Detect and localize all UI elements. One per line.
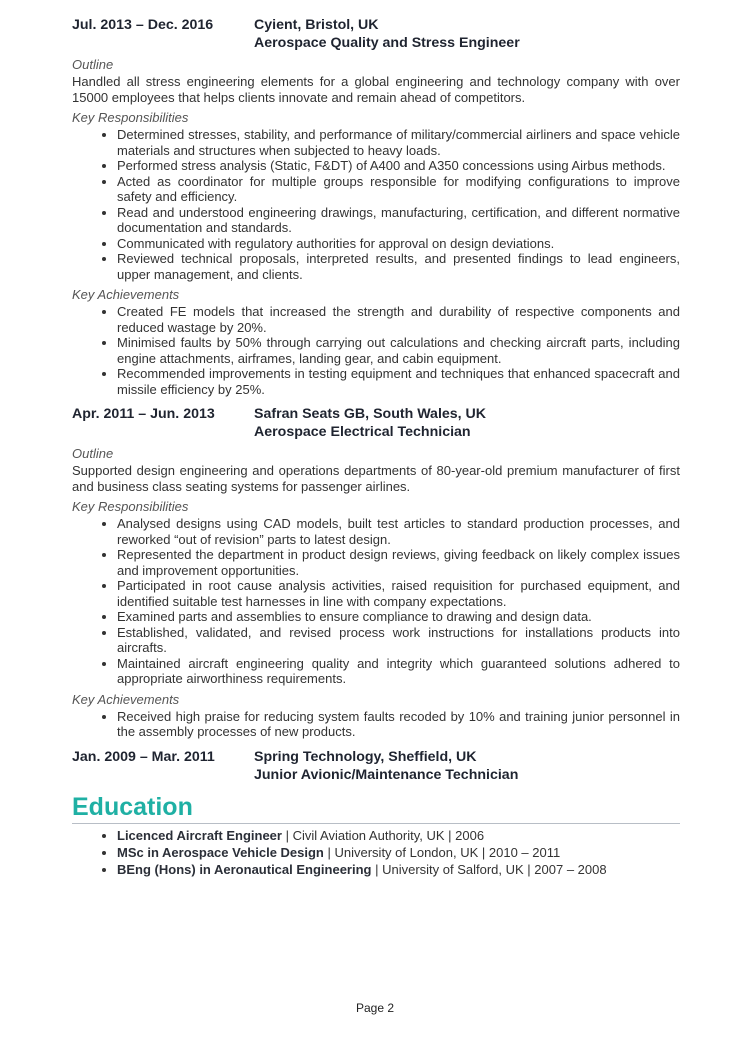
list-item: • Determined stresses, stability, and performance of military/commercial airliners and space vehicle materials and structures when subjected to heavy loads.	[117, 127, 680, 158]
education-details: | University of London, UK | 2010 – 2011	[323, 844, 561, 860]
list-item: • Acted as coordinator for multiple groups responsible for modifying configurations to improve safety and efficiency.	[117, 174, 680, 205]
outline-label: Outline	[72, 446, 114, 461]
job-company: Safran Seats GB, South Wales, UK	[254, 406, 487, 422]
list-item: • Received high praise for reducing system faults recoded by 10% and training junior personnel in the assembly processes of new products.	[117, 709, 680, 740]
education-heading: Education	[72, 792, 680, 824]
job-role: Junior Avionic/Maintenance Technician	[254, 766, 519, 783]
job-dates: Jan. 2009 – Mar. 2011	[72, 748, 215, 765]
job-entry	[72, 16, 680, 397]
responsibilities-label: Key Responsibilities	[72, 499, 189, 514]
list-item: • Communicated with regulatory authorities for approval on design deviations.	[117, 236, 680, 252]
list-item: • Performed stress analysis (Static, F&DT) of A400 and A350 concessions using Airbus methods.	[117, 158, 680, 174]
education-item	[117, 844, 680, 861]
achievements-label: Key Achievements	[72, 287, 180, 302]
job-role: Aerospace Electrical Technician	[254, 424, 471, 440]
page-number: Page 2	[355, 1001, 395, 1015]
job-titles	[254, 405, 680, 441]
job-titles	[254, 16, 680, 52]
outline-text: Handled all stress engineering elements for a global engineering and technology company with over 15000 employees that helps clients innovate and remain ahead of competitors.	[72, 74, 680, 105]
list-item: • Created FE models that increased the strength and durability of respective components and reduced wastage by 20%.	[117, 304, 680, 335]
job-company: Spring Technology, Sheffield, UK	[254, 748, 477, 765]
job-dates: Jul. 2013 – Dec. 2016	[72, 17, 214, 33]
list-item: • Read and understood engineering drawings, manufacturing, certification, and different normative documentation and standards.	[117, 205, 680, 236]
achievements-list	[72, 304, 680, 397]
achievements-label: Key Achievements	[72, 691, 180, 707]
job-dates: Apr. 2011 – Jun. 2013	[72, 406, 215, 422]
job-role: Aerospace Quality and Stress Engineer	[254, 35, 520, 51]
resume-page	[72, 16, 680, 878]
education-details: | University of Salford, UK | 2007 – 2008	[371, 861, 607, 877]
list-item: • Established, validated, and revised process work instructions for installations products into aircrafts.	[117, 625, 680, 656]
list-item: • Examined parts and assemblies to ensure compliance to drawing and design data.	[117, 609, 680, 625]
job-company: Cyient, Bristol, UK	[254, 17, 379, 33]
list-item: • Reviewed technical proposals, interpreted results, and presented findings to lead engineers, upper management, and clients.	[117, 251, 680, 282]
job-titles	[254, 748, 680, 784]
education-title: BEng (Hons) in Aeronautical Engineering	[117, 861, 372, 877]
list-item: • Analysed designs using CAD models, built test articles to standard production processes, and reworked “out of revision” parts to latest design.	[117, 516, 680, 547]
achievements-list	[72, 709, 680, 740]
list-item: • Maintained aircraft engineering quality and integrity which guaranteed solutions adhered to appropriate airworthiness requirements.	[117, 656, 680, 687]
job-header	[72, 748, 680, 784]
education-list	[72, 827, 680, 878]
responsibilities-list	[72, 127, 680, 282]
job-header	[72, 405, 680, 441]
responsibilities-label: Key Responsibilities	[72, 110, 189, 125]
outline-text: Supported design engineering and operations departments of 80-year-old premium manufacturer of first and business class seating systems for passenger airlines.	[72, 463, 680, 494]
outline-label: Outline	[72, 57, 114, 72]
education-title: MSc in Aerospace Vehicle Design	[117, 844, 324, 860]
job-header	[72, 16, 680, 52]
job-entry	[72, 405, 680, 740]
list-item: • Minimised faults by 50% through carrying out calculations and checking aircraft parts, including engine attachments, airframes, landing gear, and cabin equipment.	[117, 335, 680, 366]
education-item	[117, 827, 680, 844]
job-entry	[72, 748, 680, 784]
list-item: • Recommended improvements in testing equipment and techniques that enhanced spacecraft and missile efficiency by 25%.	[117, 366, 680, 397]
education-item	[117, 861, 680, 878]
list-item: • Represented the department in product design reviews, giving feedback on likely complex issues and improvement opportunities.	[117, 547, 680, 578]
education-details: | Civil Aviation Authority, UK | 2006	[281, 827, 485, 843]
list-item: • Participated in root cause analysis activities, raised requisition for purchased equipment, and identified suitable test harnesses in line with company expectations.	[117, 578, 680, 609]
responsibilities-list	[72, 516, 680, 687]
education-title: Licenced Aircraft Engineer	[117, 827, 282, 843]
